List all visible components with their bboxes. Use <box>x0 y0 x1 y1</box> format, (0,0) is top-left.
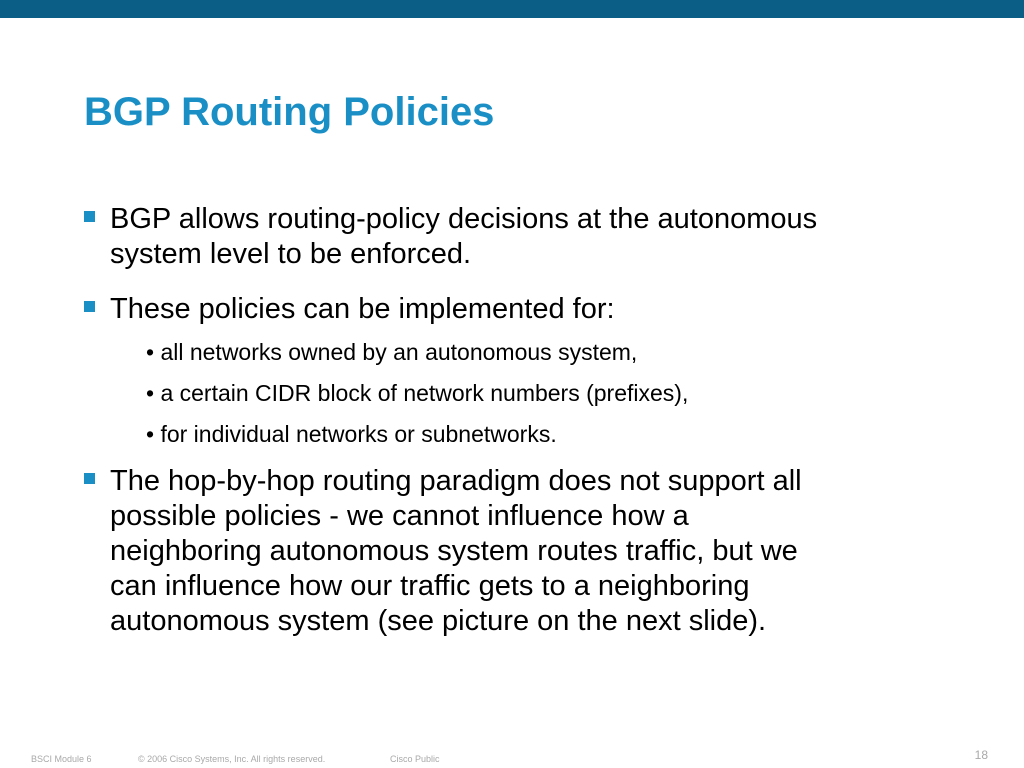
top-banner <box>0 0 1024 18</box>
sub-bullet-item: • a certain CIDR block of network numbers (prefixes), <box>146 380 689 406</box>
bullet-line: The hop-by-hop routing paradigm does not support all <box>110 465 802 497</box>
sub-bullet-item: • for individual networks or subnetworks. <box>146 421 557 447</box>
footer-module: BSCI Module 6 <box>31 754 92 764</box>
bullet-line: neighboring autonomous system routes traffic, but we <box>110 535 798 567</box>
square-bullet-icon <box>84 473 95 484</box>
bullet-item <box>84 464 964 639</box>
page-number: 18 <box>974 748 988 762</box>
bullet-line: system level to be enforced. <box>110 238 472 270</box>
bullet-line: possible policies - we cannot influence how a <box>110 500 689 532</box>
bullet-item <box>84 202 964 272</box>
sub-bullet-list <box>84 339 964 448</box>
footer-classification: Cisco Public <box>390 754 440 764</box>
square-bullet-icon <box>84 301 95 312</box>
square-bullet-icon <box>84 211 95 222</box>
slide-title: BGP Routing Policies <box>84 90 495 134</box>
bullet-line: These policies can be implemented for: <box>110 293 615 325</box>
bullet-line: autonomous system (see picture on the next slide). <box>110 605 767 637</box>
footer-copyright: © 2006 Cisco Systems, Inc. All rights reserved. <box>138 754 326 764</box>
bullet-item <box>84 292 964 327</box>
bullet-line: BGP allows routing-policy decisions at the autonomous <box>110 203 818 235</box>
bullet-line: can influence how our traffic gets to a neighboring <box>110 570 750 602</box>
sub-bullet-item: • all networks owned by an autonomous system, <box>146 339 638 365</box>
slide-body <box>84 202 964 659</box>
